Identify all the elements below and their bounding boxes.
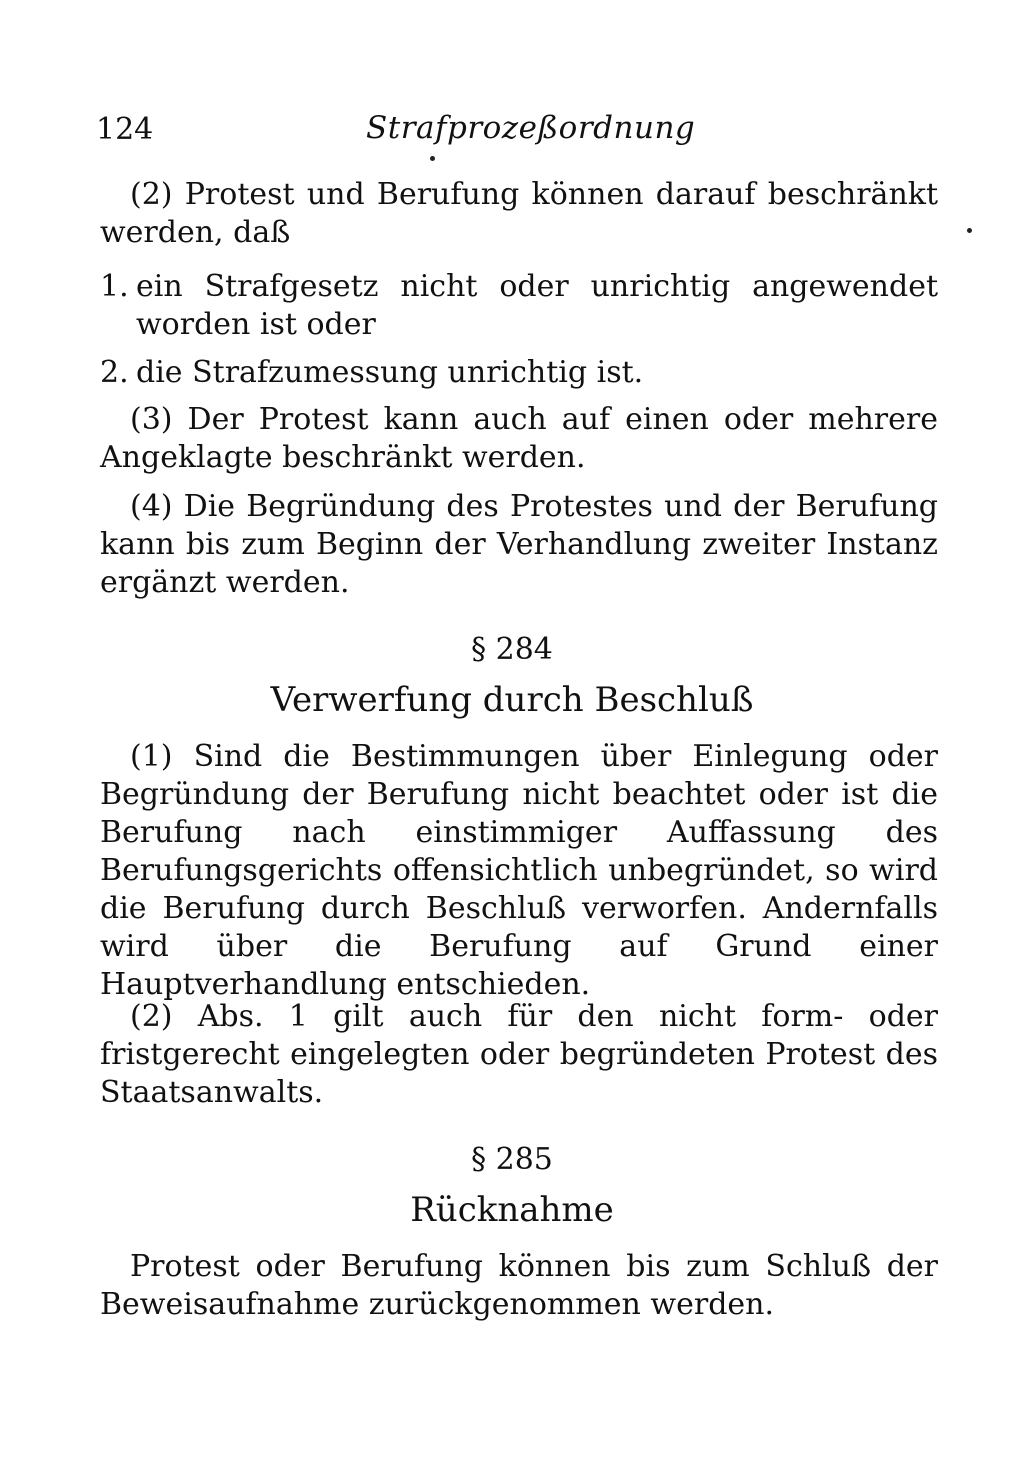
print-speck (430, 156, 435, 161)
section-title-284: Verwerfung durch Beschluß (270, 680, 754, 720)
print-speck (967, 228, 972, 233)
list-item-text: ein Strafgesetz nicht oder unrichtig angewendet worden ist oder (136, 269, 938, 342)
section-number-285: § 285 (471, 1142, 553, 1177)
list-item-text: die Strafzumessung unrichtig ist. (136, 355, 644, 390)
running-title: Strafprozeßordnung (366, 110, 696, 146)
paragraph-284-1: (1) Sind die Bestimmungen über Einlegung oder Begründung der Berufung nicht beachtet oder ist die Berufung nach einstimmiger Auffassung des Berufungsgerichts offensichtlich unbegründet, so wird die Berufung durch Beschluß verworfen. Andernfalls wird über die Berufung auf Grund einer Hauptverhandlung entschieden. (100, 739, 938, 1002)
paragraph-283-3: (3) Der Protest kann auch auf einen oder mehrere Angeklagte beschränkt werden. (100, 402, 938, 475)
list-item-number: 2. (100, 355, 129, 390)
page-number: 124 (96, 112, 154, 147)
list-item-number: 1. (100, 269, 129, 304)
paragraph-285-1: Protest oder Berufung können bis zum Schluß der Beweisaufnahme zurückgenommen werden. (100, 1249, 938, 1322)
paragraph-284-2: (2) Abs. 1 gilt auch für den nicht form- oder fristgerecht eingelegten oder begründeten Protest des Staatsanwalts. (100, 999, 938, 1110)
paragraph-283-2: (2) Protest und Berufung können darauf beschränkt werden, daß (100, 177, 938, 250)
section-title-285: Rücknahme (410, 1190, 614, 1230)
paragraph-283-4: (4) Die Begründung des Protestes und der Berufung kann bis zum Beginn der Verhandlung zweiter Instanz ergänzt werden. (100, 489, 938, 600)
list-item (100, 354, 938, 392)
list-item (100, 268, 938, 344)
section-number-284: § 284 (471, 632, 553, 667)
